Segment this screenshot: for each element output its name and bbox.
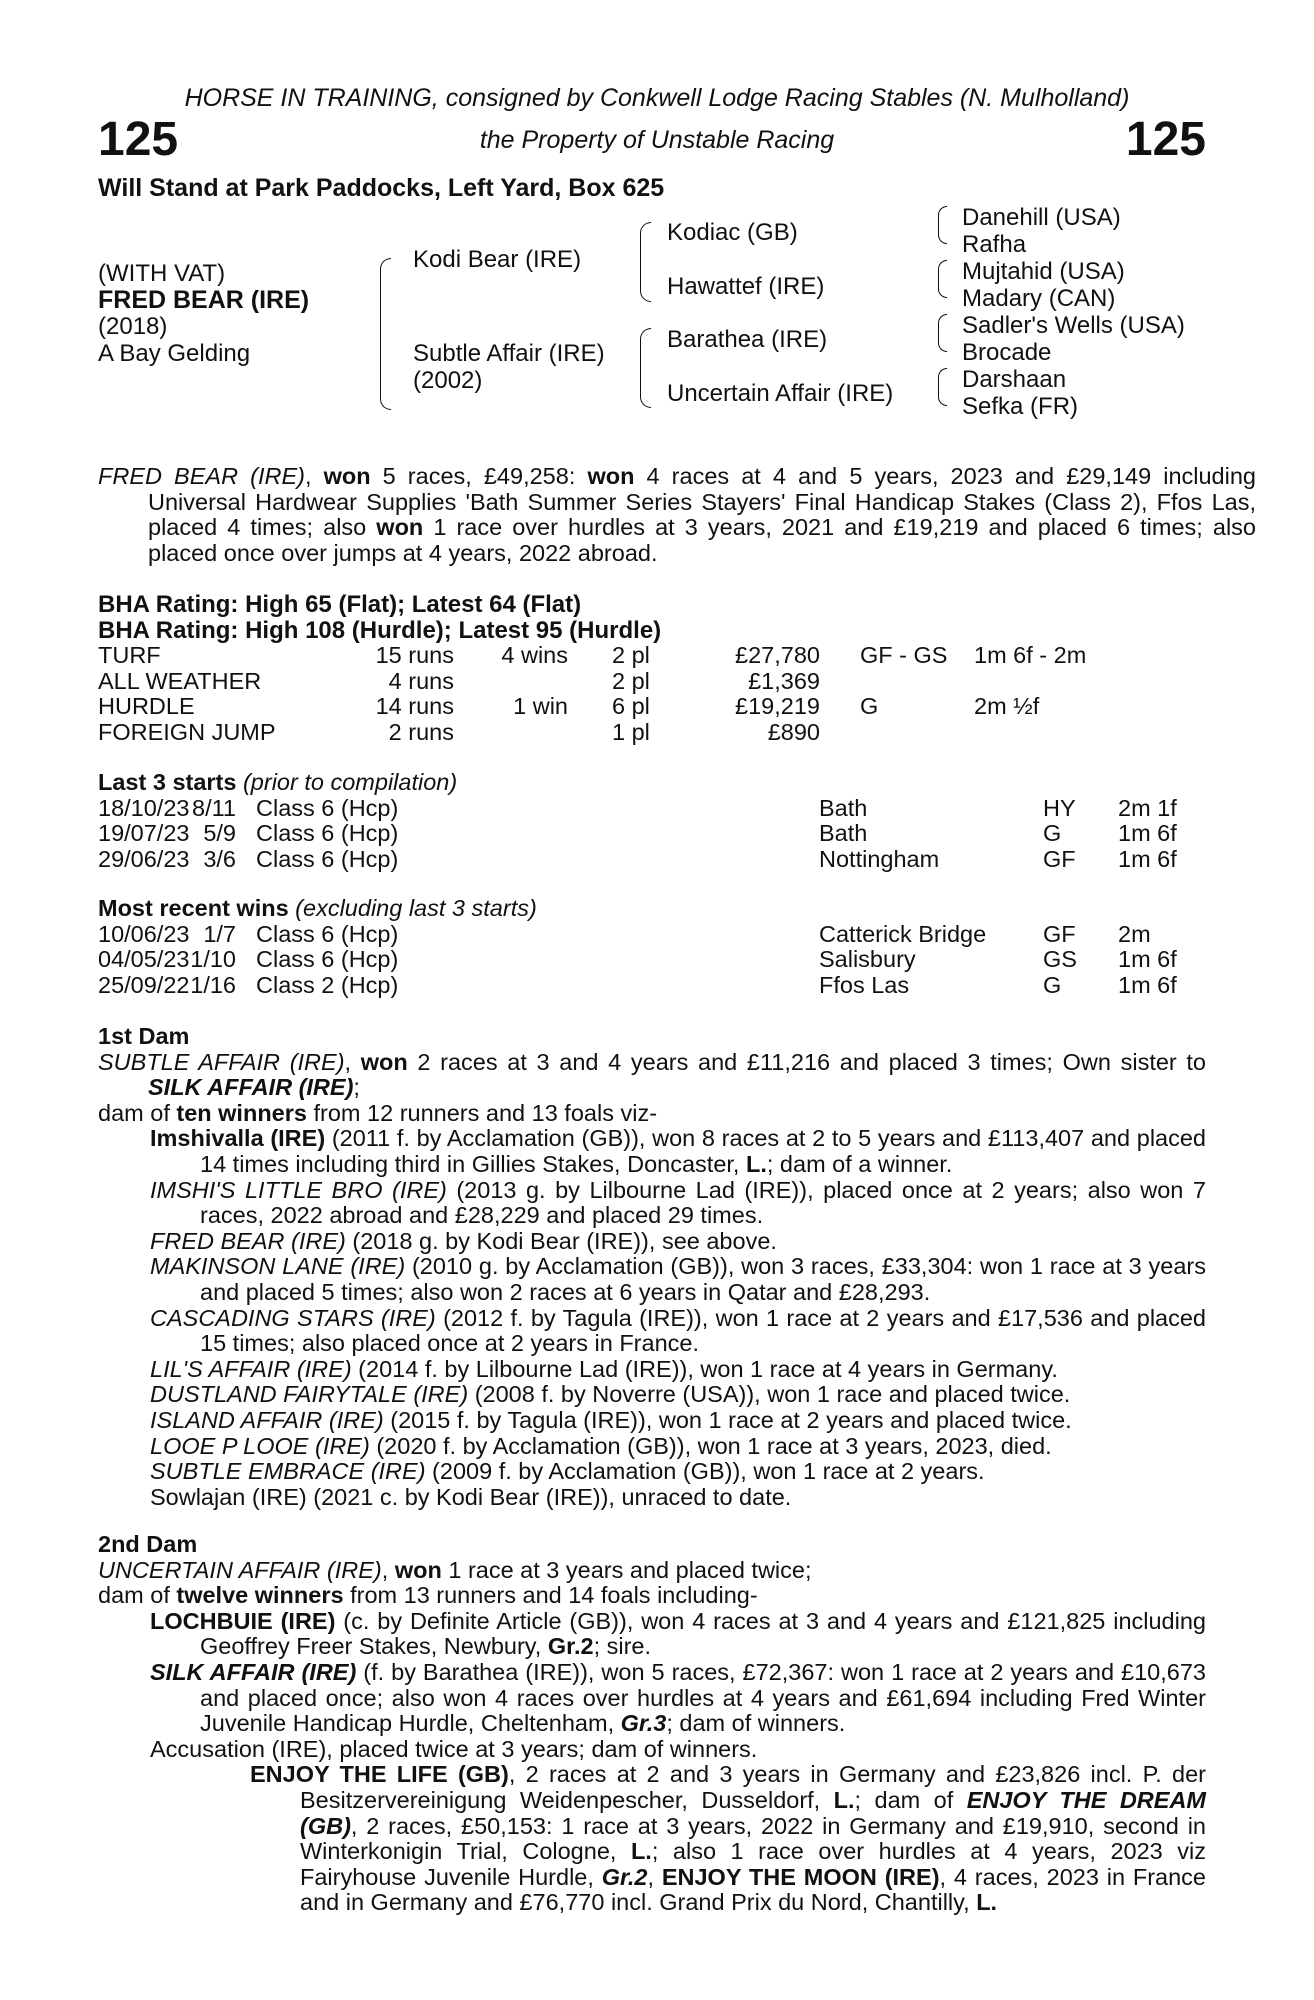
- recent-win-row-course: Salisbury: [819, 946, 916, 973]
- rating-hurdle: BHA Rating: High 108 (Hurdle); Latest 95 (Hurdle): [98, 616, 662, 644]
- second-dam-section: [98, 1532, 1206, 1916]
- record-row: [98, 669, 1206, 695]
- produce-item: SUBTLE EMBRACE (IRE) (2009 f. by Acclamation (GB)), won 1 race at 2 years.: [150, 1458, 985, 1485]
- produce-item: Accusation (IRE), placed twice at 3 years; dam of winners.: [150, 1735, 758, 1762]
- produce-item: ENJOY THE LIFE (GB), 2 races at 2 and 3 years in Germany and £23,826 incl. P. der Besitzervereinigung Weidenpescher, Dusseldorf, L.; dam of ENJOY THE DREAM (GB), 2 races, £50,153: 1 race at 3 years, 2022 in Germany and £19,910, second in Winterkonigin Trial, Cologne, L.; also 1 race over hurdles at 4 years, 2023 viz Fairyhouse Juvenile Hurdle, Gr.2, ENJOY THE MOON (IRE), 4 races, 2023 in France and in Germany and £76,770 incl. Grand Prix du Nord, Chantilly, L.: [250, 1761, 1207, 1916]
- recent-win-row-cls: Class 2 (Hcp): [256, 971, 399, 998]
- pedigree-g2: Rafha: [962, 231, 1027, 258]
- recent-win-row-date: 25/09/22: [98, 971, 190, 998]
- record-row-prize: £27,780: [735, 642, 820, 669]
- produce-item: MAKINSON LANE (IRE) (2010 g. by Acclamation (GB)), won 3 races, £33,304: won 1 race at 3 years and placed 5 times; also won 2 races at 6 years in Qatar and £28,293.: [150, 1253, 1207, 1305]
- recent-win-row-going: GS: [1043, 946, 1077, 973]
- last3-row-dist: 2m 1f: [1118, 794, 1177, 821]
- consignor-line: HORSE IN TRAINING, consigned by Conkwell Lodge Racing Stables (N. Mulholland): [184, 84, 1130, 112]
- last3-row-going: GF: [1043, 845, 1076, 872]
- last3-row: [98, 821, 1206, 847]
- produce-item: Imshivalla (IRE) (2011 f. by Acclamation (GB)), won 8 races at 2 to 5 years and £113,407 and placed 14 times including third in Gillies Stakes, Doncaster, L.; dam of a winner.: [150, 1125, 1207, 1177]
- record-row-runs: 4 runs: [388, 667, 454, 694]
- recent-win-row-going: G: [1043, 971, 1062, 998]
- pedigree-sire: Kodi Bear (IRE): [413, 246, 582, 273]
- pedigree-brace-g4: [938, 368, 947, 406]
- last3-table: [98, 796, 1206, 873]
- lot-number-right: 125: [1125, 113, 1206, 166]
- pedigree-g1: Danehill (USA): [962, 204, 1121, 231]
- pedigree-brace-g2: [938, 260, 947, 298]
- last3-row-cls: Class 6 (Hcp): [256, 794, 399, 821]
- recent-win-row-going: GF: [1043, 920, 1076, 947]
- record-row-type: ALL WEATHER: [98, 667, 262, 694]
- pedigree-brace-g1: [938, 206, 947, 244]
- last3-row-course: Bath: [819, 794, 868, 821]
- recent-win-row: [98, 947, 1206, 973]
- last3-row-cls: Class 6 (Hcp): [256, 845, 399, 872]
- record-row-pl: 2 pl: [612, 667, 650, 694]
- recent-win-row-course: Catterick Bridge: [819, 920, 987, 947]
- record-row-prize: £890: [767, 718, 820, 745]
- last3-row-date: 29/06/23: [98, 845, 190, 872]
- second-dam-intro: UNCERTAIN AFFAIR (IRE), won 1 race at 3 years and placed twice;: [98, 1556, 812, 1583]
- recent-win-row-cls: Class 6 (Hcp): [256, 920, 399, 947]
- record-row-type: HURDLE: [98, 693, 195, 720]
- second-dam-title: 2nd Dam: [98, 1531, 198, 1557]
- recent-win-row-pos: 1/7: [203, 920, 236, 947]
- recent-win-row-course: Ffos Las: [819, 971, 910, 998]
- last3-row-going: HY: [1043, 794, 1076, 821]
- recent-win-row-dist: 2m: [1118, 920, 1151, 947]
- pedigree-brace-g3: [938, 314, 947, 352]
- pedigree-sire-sire: Kodiac (GB): [667, 219, 798, 246]
- last3-row-date: 18/10/23: [98, 794, 190, 821]
- record-table: [98, 643, 1206, 745]
- ratings-section: [98, 592, 1206, 746]
- record-row-runs: 2 runs: [388, 718, 454, 745]
- summary-horse-name: FRED BEAR (IRE): [98, 463, 305, 489]
- last3-row: [98, 847, 1206, 873]
- recent-wins-table: [98, 922, 1206, 999]
- record-row-prize: £1,369: [748, 667, 820, 694]
- last3-row-date: 19/07/23: [98, 820, 190, 847]
- rating-flat: BHA Rating: High 65 (Flat); Latest 64 (Flat): [98, 591, 582, 618]
- produce-item: CASCADING STARS (IRE) (2012 f. by Tagula (IRE)), won 1 race at 2 years and £17,536 and placed 15 times; also placed once at 2 years in France.: [150, 1304, 1206, 1357]
- pedigree-g6: Brocade: [962, 339, 1052, 366]
- produce-item: LOOE P LOOE (IRE) (2020 f. by Acclamation (GB)), won 1 race at 3 years, 2023, died.: [150, 1432, 1052, 1459]
- recent-win-row-date: 10/06/23: [98, 920, 190, 947]
- last3-row-dist: 1m 6f: [1118, 845, 1177, 872]
- record-row-runs: 14 runs: [375, 693, 454, 720]
- record-row-wins: 4 wins: [501, 642, 568, 669]
- last3-row-pos: 3/6: [203, 845, 236, 872]
- recent-win-row-pos: 1/10: [190, 946, 236, 973]
- produce-item: IMSHI'S LITTLE BRO (IRE) (2013 g. by Lilbourne Lad (IRE)), placed once at 2 years; also won 7 races, 2022 abroad and £28,229 and placed 29 times.: [150, 1176, 1206, 1229]
- horse-year: (2018): [98, 313, 168, 340]
- vat-label: (WITH VAT): [98, 260, 226, 287]
- most-recent-wins: Most recent wins (excluding last 3 starts) 10/06/23 1/7 Class 6 (Hcp) Catterick Bridge GF 2m 04/05/23 1/10 Class 6 (Hcp) Salisbury GS 1m 6f 25/09/22 1/16 Class 2 (Hcp) Ffos Las G 1m 6f: [98, 896, 1206, 998]
- record-row-type: TURF: [98, 642, 161, 669]
- pedigree-g5: Sadler's Wells (USA): [962, 312, 1185, 339]
- record-row: [98, 643, 1206, 669]
- pedigree-brace-main: [380, 258, 391, 410]
- recent-win-row: [98, 973, 1206, 999]
- last-3-starts: Last 3 starts (prior to compilation) 18/10/23 8/11 Class 6 (Hcp) Bath HY 2m 1f 19/07/23 5/9 Class 6 (Hcp) Bath G 1m 6f 29/06/23 3/6 Class 6 (Hcp) Nottingham GF 1m 6f: [98, 770, 1206, 872]
- pedigree-g4: Madary (CAN): [962, 285, 1116, 312]
- last3-row: [98, 796, 1206, 822]
- produce-item: SILK AFFAIR (IRE) (f. by Barathea (IRE)), won 5 races, £72,367: won 1 race at 2 years and £10,673 and placed once; also won 4 races over hurdles at 4 years and £61,694 including Fred Winter Juvenile Handicap Hurdle, Cheltenham, Gr.3; dam of winners.: [150, 1658, 1206, 1737]
- last3-title: Last 3 starts: [98, 769, 237, 795]
- pedigree-dam-dam: Uncertain Affair (IRE): [667, 380, 894, 407]
- last3-row-cls: Class 6 (Hcp): [256, 820, 399, 847]
- recent-win-row-dist: 1m 6f: [1118, 971, 1177, 998]
- record-row-pl: 2 pl: [612, 642, 650, 669]
- produce-item: LOCHBUIE (IRE) (c. by Definite Article (GB)), won 4 races at 3 and 4 years and £121,825 including Geoffrey Freer Stakes, Newbury, Gr.2; sire.: [150, 1607, 1206, 1660]
- pedigree-dam: Subtle Affair (IRE): [413, 340, 605, 367]
- first-dam-produce-summary: dam of ten winners from 12 runners and 13 foals viz-: [98, 1099, 658, 1126]
- produce-item: ISLAND AFFAIR (IRE) (2015 f. by Tagula (IRE)), won 1 race at 2 years and placed twice.: [150, 1406, 1072, 1433]
- pedigree-dam-sire: Barathea (IRE): [667, 326, 828, 353]
- record-row-dist: 2m ½f: [974, 693, 1040, 720]
- recent-win-row-cls: Class 6 (Hcp): [256, 946, 399, 973]
- record-row-wins: 1 win: [513, 693, 568, 720]
- recent-wins-title: Most recent wins: [98, 895, 289, 921]
- last3-row-pos: 5/9: [203, 820, 236, 847]
- property-line: the Property of Unstable Racing: [479, 126, 835, 154]
- pedigree-g3: Mujtahid (USA): [962, 258, 1125, 285]
- last3-row-course: Bath: [819, 820, 868, 847]
- pedigree-brace-dam: [640, 328, 651, 408]
- recent-win-row-dist: 1m 6f: [1118, 946, 1177, 973]
- second-dam-produce-summary: dam of twelve winners from 13 runners and 14 foals including-: [98, 1582, 758, 1609]
- pedigree-g8: Sefka (FR): [962, 393, 1079, 420]
- first-dam-section: [98, 1024, 1206, 1510]
- first-dam-intro: SUBTLE AFFAIR (IRE), won 2 races at 3 and 4 years and £11,216 and placed 3 times; Own sister to SILK AFFAIR (IRE);: [98, 1048, 1207, 1101]
- pedigree-sire-dam: Hawattef (IRE): [667, 273, 825, 300]
- pedigree-g7: Darshaan: [962, 366, 1067, 393]
- record-row-dist: 1m 6f - 2m: [974, 642, 1087, 669]
- last3-row-going: G: [1043, 820, 1062, 847]
- first-dam-title: 1st Dam: [98, 1023, 190, 1049]
- last3-row-pos: 8/11: [192, 794, 236, 821]
- record-row-type: FOREIGN JUMP: [98, 718, 276, 745]
- last3-row-dist: 1m 6f: [1118, 820, 1177, 847]
- record-row: [98, 694, 1206, 720]
- lot-number-left: 125: [98, 113, 179, 166]
- record-row-runs: 15 runs: [375, 642, 454, 669]
- produce-item: Sowlajan (IRE) (2021 c. by Kodi Bear (IRE)), unraced to date.: [150, 1483, 792, 1510]
- record-row-going: GF - GS: [860, 642, 948, 669]
- recent-win-row-pos: 1/16: [190, 971, 236, 998]
- pedigree-dam-year: (2002): [413, 367, 483, 394]
- record-row-going: G: [860, 693, 879, 720]
- horse-name: FRED BEAR (IRE): [98, 286, 310, 314]
- produce-item: DUSTLAND FAIRYTALE (IRE) (2008 f. by Noverre (USA)), won 1 race and placed twice.: [150, 1381, 1071, 1408]
- produce-item: LIL'S AFFAIR (IRE) (2014 f. by Lilbourne Lad (IRE)), won 1 race at 4 years in Germany.: [150, 1355, 1058, 1382]
- recent-win-row-date: 04/05/23: [98, 946, 190, 973]
- stand-line: Will Stand at Park Paddocks, Left Yard, Box 625: [98, 174, 665, 202]
- record-row-pl: 6 pl: [612, 693, 650, 720]
- recent-win-row: [98, 922, 1206, 948]
- race-summary: FRED BEAR (IRE), won 5 races, £49,258: won 4 races at 4 and 5 years, 2023 and £29,149 including Universal Hardwear Supplies 'Bath Summer Series Stayers' Final Handicap Stakes (Class 2), Ffos Las, placed 4 times; also won 1 race over hurdles at 3 years, 2021 and £19,219 and placed 6 times; also placed once over jumps at 4 years, 2022 abroad.: [98, 463, 1256, 566]
- record-row-prize: £19,219: [735, 693, 820, 720]
- record-row-pl: 1 pl: [612, 718, 650, 745]
- last3-row-course: Nottingham: [819, 845, 940, 872]
- pedigree-brace-sire: [640, 222, 651, 302]
- produce-item: FRED BEAR (IRE) (2018 g. by Kodi Bear (IRE)), see above.: [150, 1227, 777, 1254]
- horse-description: A Bay Gelding: [98, 340, 251, 367]
- record-row: [98, 720, 1206, 746]
